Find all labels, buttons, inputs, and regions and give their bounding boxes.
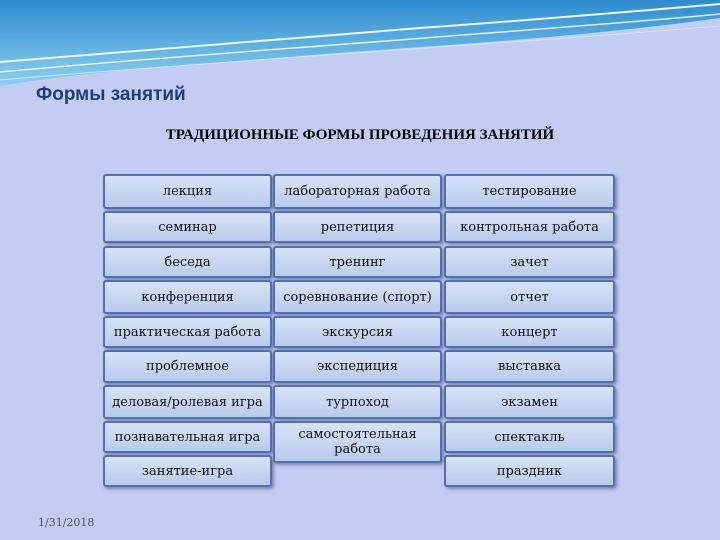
header-wave-decoration [0, 0, 720, 90]
form-cell: соревнование (спорт) [273, 280, 442, 314]
form-cell: отчет [444, 280, 615, 314]
form-cell: познавательная игра [103, 421, 272, 453]
form-cell: турпоход [273, 385, 442, 419]
form-cell: лабораторная работа [273, 174, 442, 209]
form-cell: практическая работа [103, 316, 272, 348]
form-cell: занятие-игра [103, 455, 272, 487]
form-cell: деловая/ролевая игра [103, 385, 272, 419]
form-cell: экзамен [444, 385, 615, 419]
form-cell: выставка [444, 350, 615, 383]
form-cell: репетиция [273, 211, 442, 243]
form-cell: праздник [444, 455, 615, 487]
form-cell: экспедиция [273, 350, 442, 383]
form-cell: тренинг [273, 246, 442, 278]
form-cell: самостоятельная работа [273, 421, 442, 463]
form-cell: семинар [103, 211, 272, 243]
form-cell: экскурсия [273, 316, 442, 348]
form-cell: тестирование [444, 174, 615, 209]
form-cell: проблемное [103, 350, 272, 383]
form-cell: конференция [103, 280, 272, 314]
form-cell: зачет [444, 246, 615, 278]
form-cell: концерт [444, 316, 615, 348]
form-cell: контрольная работа [444, 211, 615, 243]
table-heading: ТРАДИЦИОННЫЕ ФОРМЫ ПРОВЕДЕНИЯ ЗАНЯТИЙ [165, 127, 555, 143]
form-cell: спектакль [444, 421, 615, 453]
slide-title: Формы занятий [36, 84, 186, 105]
form-cell: беседа [103, 246, 272, 278]
slide-date: 1/31/2018 [38, 516, 95, 529]
form-cell: лекция [103, 174, 272, 209]
